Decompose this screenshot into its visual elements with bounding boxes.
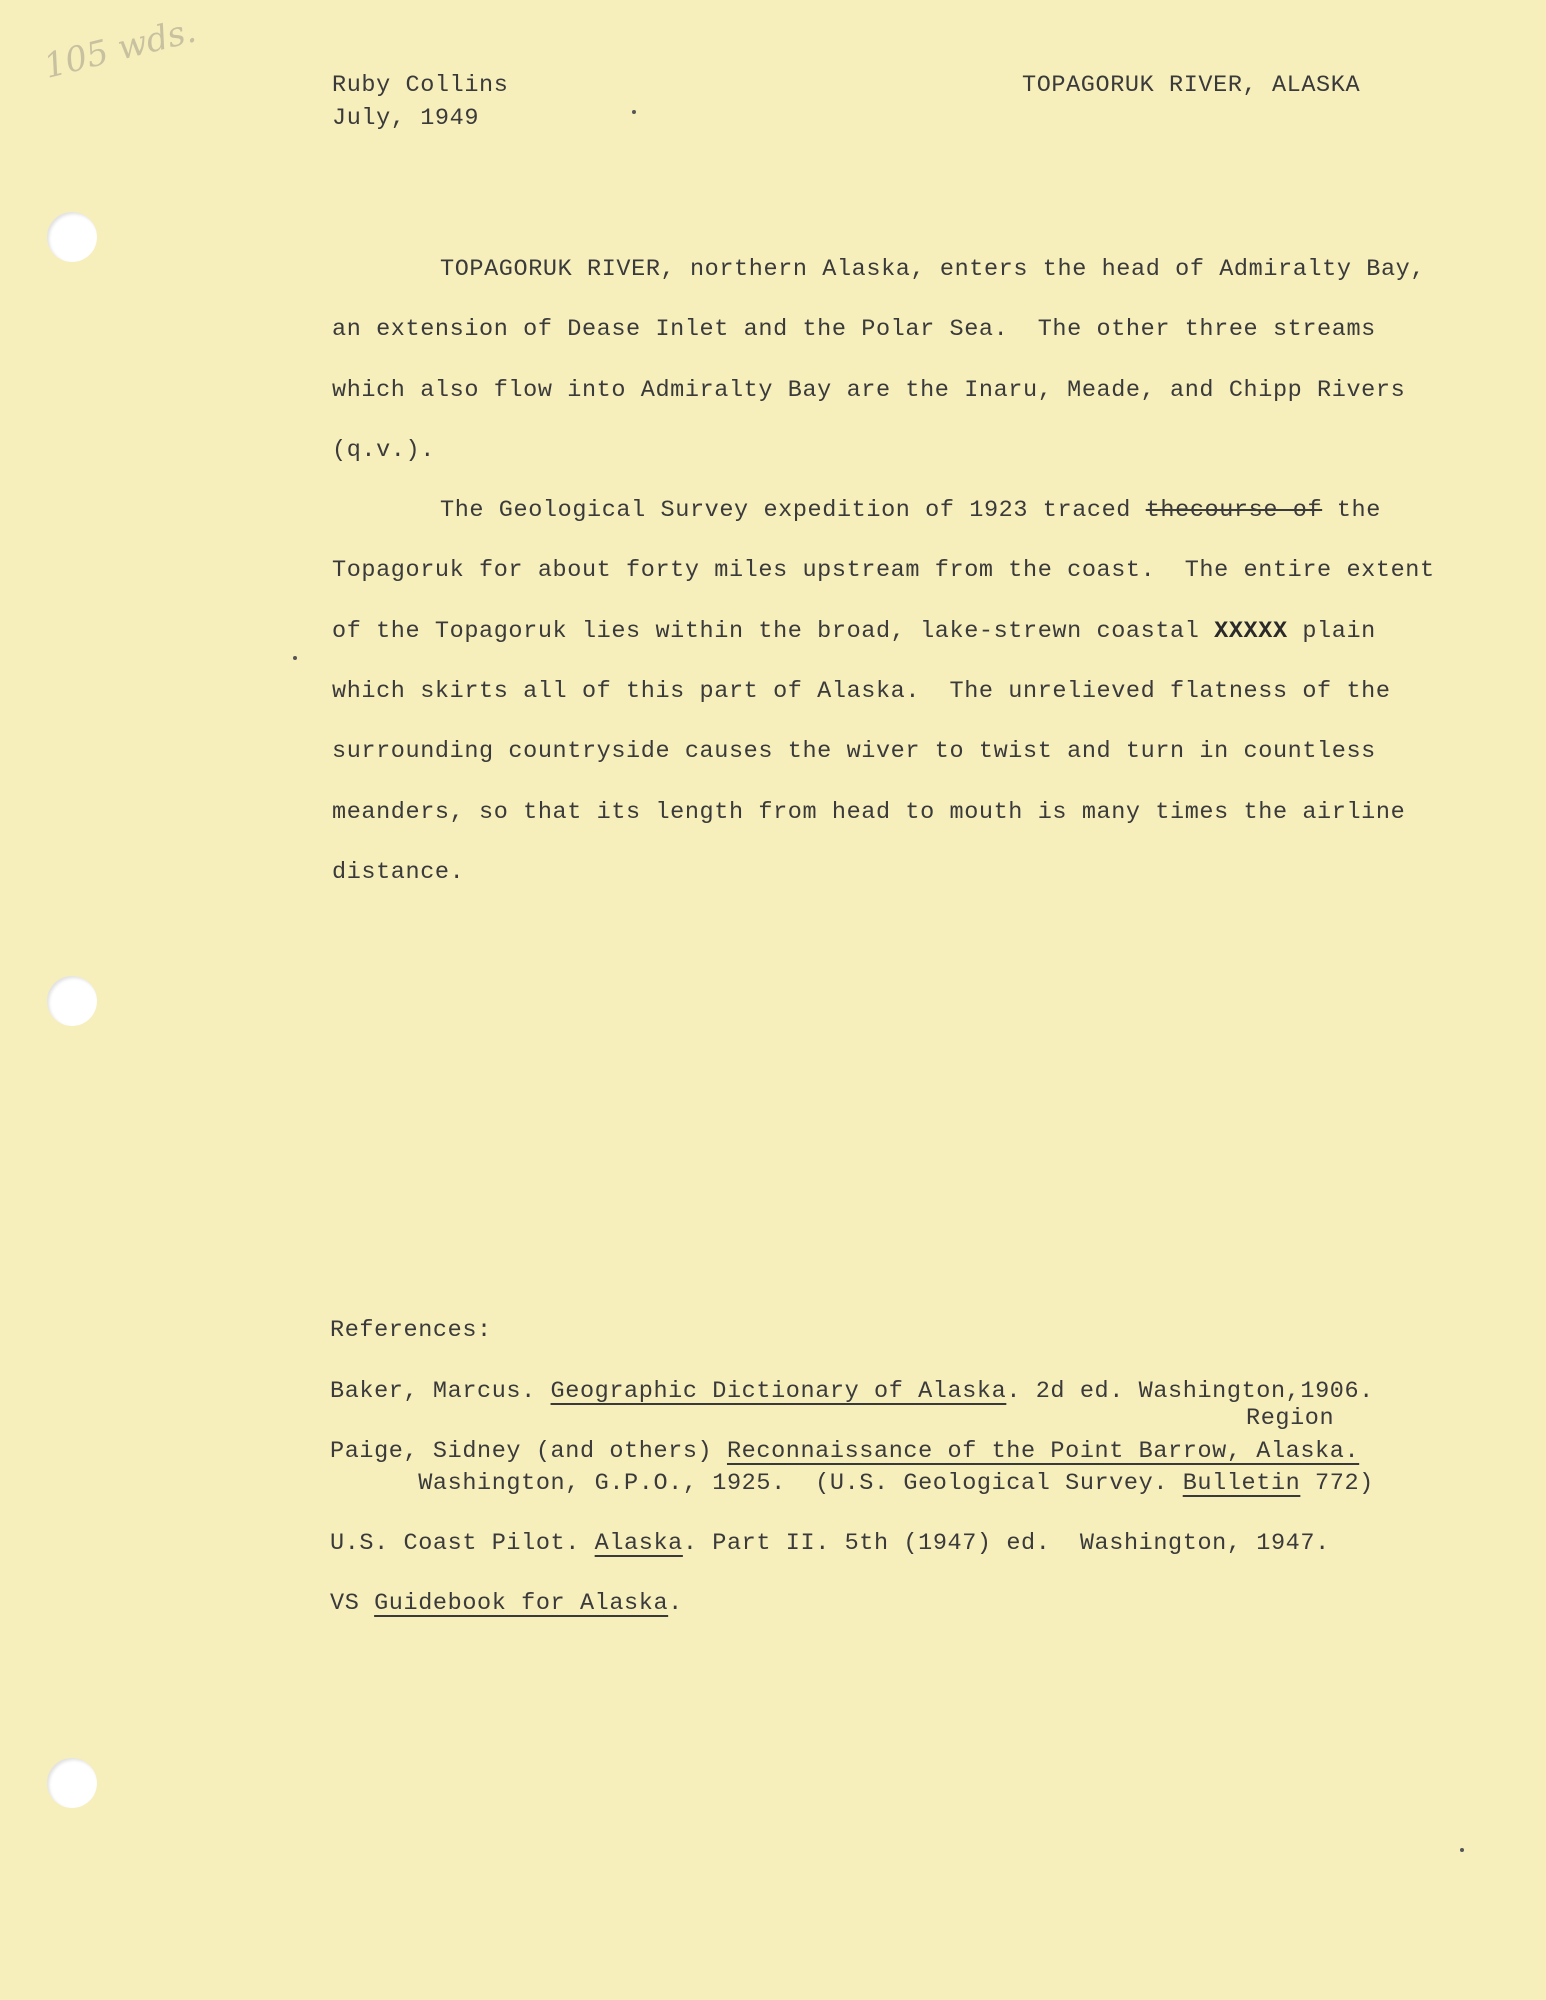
reference-item [330,1438,1359,1465]
reference-item [330,1530,1330,1557]
body-line: which skirts all of this part of Alaska. The unrelieved flatness of the [332,678,1391,705]
body-line: an extension of Dease Inlet and the Polar Sea. The other three streams [332,316,1376,343]
body-text: of the Topagoruk lies within the broad, lake-strewn coastal [332,618,1215,645]
ink-speck [293,656,297,660]
inserted-word: Region [1246,1405,1335,1432]
punch-hole [47,1758,97,1808]
ink-speck [1460,1848,1464,1852]
body-line: meanders, so that its length from head to mouth is many times the airline [332,799,1406,826]
reference-text: 772) [1300,1470,1374,1497]
body-text: the [1322,497,1381,524]
body-text: The Geological Survey expedition of 1923 traced [440,497,1146,524]
ink-speck [632,110,636,114]
punch-hole [47,976,97,1026]
reference-item [330,1590,683,1617]
reference-series: Bulletin [1182,1470,1301,1497]
body-line: Topagoruk for about forty miles upstream from the coast. The entire extent [332,557,1435,584]
reference-text: U.S. Coast Pilot. [330,1530,595,1557]
reference-item-continued [330,1470,1374,1497]
reference-title: Alaska [594,1530,683,1557]
body-line [332,618,1376,645]
references-heading: References: [330,1317,492,1344]
reference-text: VS [330,1590,375,1617]
reference-text: Baker, Marcus. [330,1378,551,1405]
reference-text: . 2d ed. Washington,1906. [1006,1378,1374,1405]
reference-item [330,1378,1374,1405]
reference-text: . Part II. 5th (1947) ed. Washington, 1947. [682,1530,1330,1557]
reference-title: Reconnaissance of the Point Barrow, Alaska. [726,1438,1360,1465]
body-line: (q.v.). [332,437,435,464]
reference-text: Washington, G.P.O., 1925. (U.S. Geological Survey. [330,1470,1183,1497]
reference-text: . [668,1590,683,1617]
struck-text: thecourse of [1145,497,1323,524]
reference-title: Guidebook for Alaska [374,1590,669,1617]
body-text: plain [1287,618,1376,645]
body-line: which also flow into Admiralty Bay are the Inaru, Meade, and Chipp Rivers [332,377,1406,404]
handwritten-word-count: 105 wds. [40,10,200,87]
body-line: surrounding countryside causes the wiver to twist and turn in countless [332,738,1376,765]
body-line: TOPAGORUK RIVER, northern Alaska, enters the head of Admiralty Bay, [440,256,1426,283]
document-title: TOPAGORUK RIVER, ALASKA [1022,72,1361,99]
reference-text: Paige, Sidney (and others) [330,1438,727,1465]
typed-over-text: XXXXX [1214,618,1288,645]
document-date: July, 1949 [332,105,480,132]
body-line: distance. [332,859,465,886]
punch-hole [47,212,97,262]
author-name: Ruby Collins [332,72,509,99]
reference-title: Geographic Dictionary of Alaska [550,1378,1007,1405]
body-line [440,497,1381,524]
